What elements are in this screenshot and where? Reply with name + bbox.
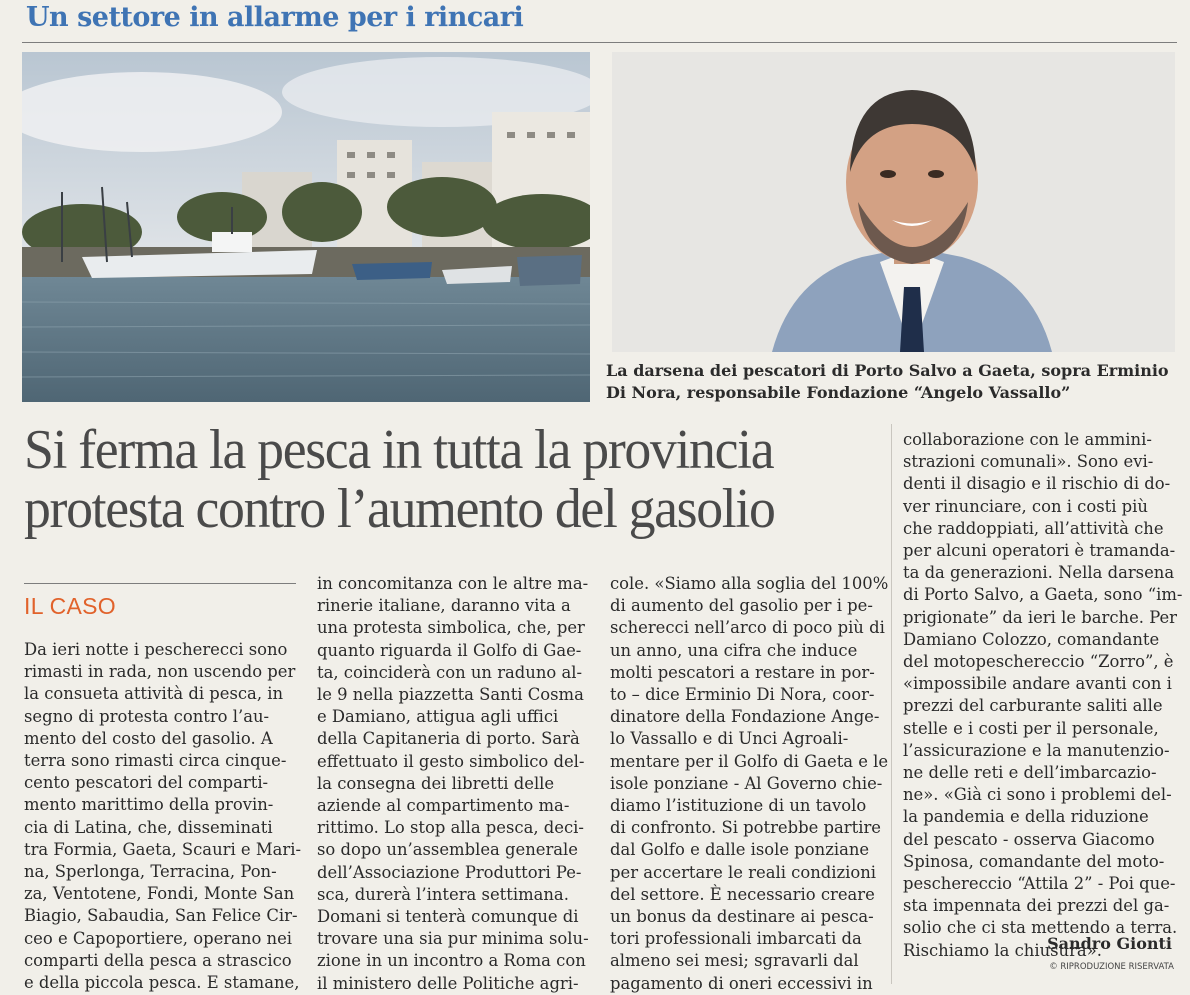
text-line: Damiano Colozzo, comandante — [903, 629, 1160, 649]
text-line: di confronto. Si potrebbe partire — [610, 818, 881, 838]
text-line: Rischiamo la chiusura». — [903, 940, 1102, 960]
text-line: la consueta attività di pesca, in — [24, 684, 284, 704]
text-line: segno di protesta contro l’au- — [24, 706, 270, 726]
text-line: di Porto Salvo, a Gaeta, sono “im- — [903, 585, 1183, 605]
column-separator — [891, 424, 892, 984]
body-column-1 — [24, 639, 302, 994]
text-line: rittimo. Lo stop alla pesca, deci- — [317, 818, 584, 838]
body-column-3 — [610, 573, 890, 995]
text-line: diamo l’istituzione di un tavolo — [610, 796, 867, 816]
text-line: zione in un incontro a Roma con — [317, 951, 586, 971]
text-line: rimasti in rada, non uscendo per — [24, 662, 296, 682]
text-line: della Capitaneria di porto. Sarà — [317, 729, 580, 749]
text-line: per accertare le reali condizioni — [610, 862, 877, 882]
text-line: collaborazione con le ammini- — [903, 430, 1152, 449]
text-line: pagamento di oneri eccessivi in — [610, 973, 873, 993]
section-label: IL CASO — [24, 593, 116, 619]
portrait-photo — [612, 52, 1175, 352]
text-line: ta da generazioni. Nella darsena — [903, 563, 1175, 583]
text-line: cole. «Siamo alla soglia del 100% — [610, 574, 889, 593]
text-line: la consegna dei libretti delle — [317, 773, 555, 793]
text-line: un bonus da destinare ai pesca- — [610, 907, 874, 927]
text-line: mentare per il Golfo di Gaeta e le — [610, 751, 889, 771]
text-line: cia di Latina, che, disseminati — [24, 817, 273, 837]
text-line: «impossibile andare avanti con i — [903, 674, 1172, 694]
text-line: una protesta simbolica, che, per — [317, 618, 585, 638]
text-line: del pescato - osserva Giacomo — [903, 829, 1155, 849]
text-line: mento marittimo della provin- — [24, 795, 274, 815]
text-line: terra sono rimasti circa cinque- — [24, 751, 287, 771]
text-line: di aumento del gasolio per i pe- — [610, 596, 873, 616]
text-line: aziende al compartimento ma- — [317, 796, 570, 816]
text-line: mento del costo del gasolio. A — [24, 728, 273, 748]
photo-caption: La darsena dei pescatori di Porto Salvo a Gaeta, sopra Erminio Di Nora, responsabile Fondazione “Angelo Vassallo” — [606, 361, 1169, 402]
text-line: rinerie italiane, daranno vita a — [317, 596, 571, 616]
text-line: Domani si tenterà comunque di — [317, 907, 579, 927]
text-line: tra Formia, Gaeta, Scauri e Mari- — [24, 839, 302, 859]
text-line: comparti della pesca a strascico — [24, 950, 292, 970]
text-line: strazioni comunali». Sono evi- — [903, 452, 1154, 472]
text-line: almeno sei mesi; sgravarli dal — [610, 951, 859, 971]
text-line: e Damiano, attigua agli uffici — [317, 707, 559, 727]
text-line: che raddoppiati, all’attività che — [903, 518, 1164, 538]
text-line: il ministero delle Politiche agri- — [317, 973, 579, 993]
text-line: Biagio, Sabaudia, San Felice Cir- — [24, 906, 298, 926]
text-line: l’assicurazione e la manutenzio- — [903, 740, 1170, 760]
text-line: to – dice Erminio Di Nora, coor- — [610, 685, 875, 705]
text-line: del settore. È necessario creare — [610, 884, 875, 904]
harbor-photo — [22, 52, 590, 402]
text-line: del motopeschereccio “Zorro”, è — [903, 652, 1174, 672]
kicker: Un settore in allarme per i rincari — [26, 2, 524, 33]
text-line: e della piccola pesca. E stamane, — [24, 973, 300, 993]
text-line: lo Vassallo e di Unci Agroali- — [610, 729, 849, 749]
text-line: so dopo un’assemblea generale — [317, 840, 578, 860]
text-line: dell’Associazione Produttori Pe- — [317, 862, 582, 882]
text-line: in concomitanza con le altre ma- — [317, 574, 589, 593]
text-line: za, Ventotene, Fondi, Monte San — [24, 884, 295, 904]
text-line: scherecci nell’arco di poco più di — [610, 618, 885, 638]
text-line: Da ieri notte i pescherecci sono — [24, 640, 288, 659]
text-line: peschereccio “Attila 2” - Poi que- — [903, 874, 1176, 894]
text-line: per alcuni operatori è tramanda- — [903, 541, 1176, 561]
text-line: ver rinunciare, con i costi più — [903, 496, 1148, 516]
text-line: solio che ci sta mettendo a terra. — [903, 918, 1178, 938]
body-column-4 — [903, 429, 1183, 962]
text-line: un anno, una cifra che induce — [610, 640, 858, 660]
body-column-2 — [317, 573, 597, 995]
kicker-rule — [22, 42, 1177, 43]
text-line: cento pescatori del comparti- — [24, 773, 269, 793]
text-line: denti il disagio e il rischio di do- — [903, 474, 1171, 494]
text-line: le 9 nella piazzetta Santi Cosma — [317, 685, 584, 705]
text-line: sca, durerà l’intera settimana. — [317, 884, 569, 904]
text-line: ta, coinciderà con un raduno al- — [317, 662, 583, 682]
text-line: tori professionali imbarcati da — [610, 929, 862, 949]
text-line: prigionate” da ieri le barche. Per — [903, 607, 1178, 627]
text-line: ne delle reti e dell’imbarcazio- — [903, 763, 1157, 783]
text-line: sta impennata dei prezzi del ga- — [903, 896, 1170, 916]
text-line: la pandemia e della riduzione — [903, 807, 1149, 827]
text-line: quanto riguarda il Golfo di Gae- — [317, 640, 582, 660]
copyright-notice: © RIPRODUZIONE RISERVATA — [1049, 962, 1174, 972]
text-line: trovare una sia pur minima solu- — [317, 929, 589, 949]
text-line: ne». «Già ci sono i problemi del- — [903, 785, 1172, 805]
text-line: stelle e i costi per il personale, — [903, 718, 1159, 738]
text-line: isole ponziane - Al Governo chie- — [610, 773, 883, 793]
section-rule — [24, 583, 296, 584]
byline: Sandro Gionti — [1047, 934, 1172, 953]
text-line: Spinosa, comandante del moto- — [903, 851, 1165, 871]
text-line: dal Golfo e dalle isole ponziane — [610, 840, 870, 860]
text-line: ceo e Capoportiere, operano nei — [24, 928, 293, 948]
text-line: molti pescatori a restare in por- — [610, 662, 875, 682]
text-line: dinatore della Fondazione Ange- — [610, 707, 880, 727]
headline: Si ferma la pesca in tutta la provincia protesta contro l’aumento del gasolio — [24, 419, 775, 540]
text-line: prezzi del carburante saliti alle — [903, 696, 1163, 716]
text-line: na, Sperlonga, Terracina, Pon- — [24, 862, 277, 882]
text-line: effettuato il gesto simbolico del- — [317, 751, 585, 771]
